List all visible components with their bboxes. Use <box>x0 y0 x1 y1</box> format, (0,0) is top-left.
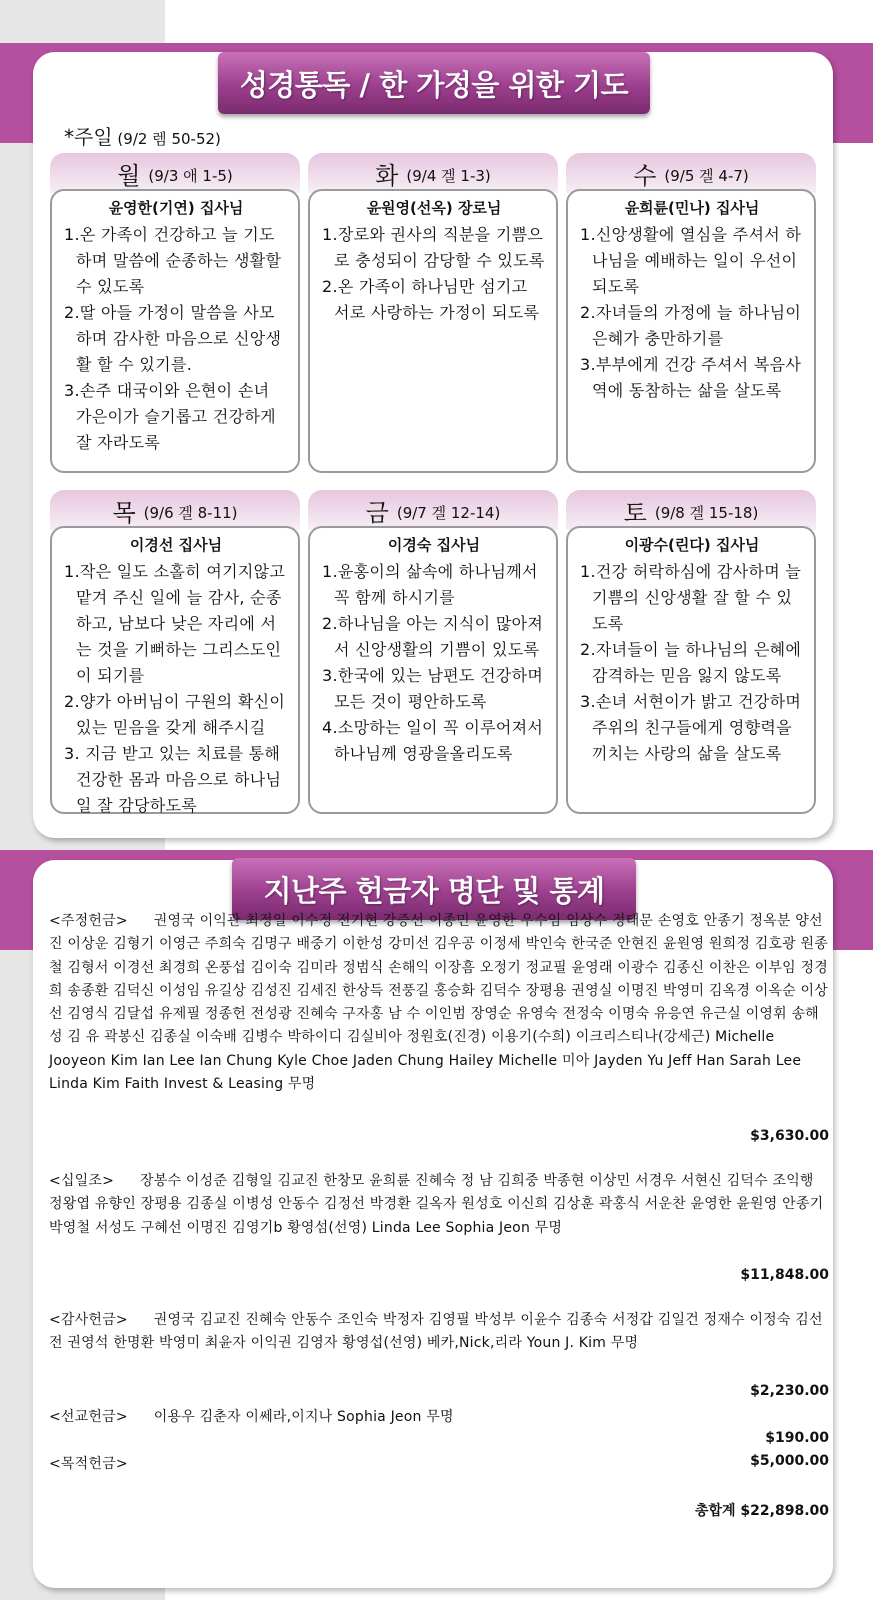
offering-group-purpose <box>49 1453 829 1476</box>
offering-names: 장봉수 이성준 김형일 김교진 한창모 윤희륜 진혜숙 정 남 김희중 박종현 이상민 서경우 서현신 김덕수 조익행 정왕엽 유향인 장평용 김종실 이병성 안동수 김정선 박경환 길옥자 원성호 이신희 김상훈 곽홍식 서운찬 윤영한 윤원영 안종기 박영철 서성도 구혜선 이명진 김영기b 황영섬(선영) Linda Lee Sophia Jeon 무명 <box>49 1173 824 1236</box>
prayer-item: 2.하나님을 아는 지식이 많아져서 신앙생활의 기쁨이 있도록 <box>322 614 544 659</box>
day-ref: (9/5 겔 4-7) <box>664 166 749 185</box>
day-tab <box>308 153 558 193</box>
offering-total <box>695 1500 829 1520</box>
offering-names: 권영국 이익관 최정일 이수정 전기현 강증선 이종민 윤영한 우수임 임상수 정태문 손영호 안종기 정옥분 양선진 이상운 김형기 이영근 주희숙 김명구 배중기 이한성 강미선 김우공 이정세 박인숙 한국준 안현진 윤원영 원희정 김호광 원종철 김형서 이경선 최경희 온풍섭 김이숙 김미라 정범식 손해익 이장흠 오정기 정교필 윤영래 이광수 김종신 이찬은 이부임 정경희 송종환 김덕신 이성임 유길상 김성진 김세진 한상득 전풍길 홍승화 김덕수 장평용 권영실 이명진 박영미 김옥경 이옥순 이상선 김영식 김달섭 유제필 정종헌 전성광 진혜숙 구자홍 남 수 이인범 장영순 유영숙 전정숙 이명숙 유응연 유근실 이영휘 송해성 김 유 곽봉신 김종실 이숙배 김병수 박하이디 김실비아 정원호(진경) 이용기(수희) 이크리스티나(강세근) Michelle Jooyeon Kim Ian Lee Ian Chung Kyle Choe Jaden Chung Hailey Michelle 미아 Jayden Yu Jeff Han Sarah Lee Linda Kim Faith Invest & Leasing 무명 <box>49 913 828 1093</box>
offering-amount: $11,848.00 <box>740 1267 829 1283</box>
prayer-item: 1.장로와 권사의 직분을 기쁨으로 충성되이 감당할 수 있도록 <box>322 225 545 270</box>
day-box <box>308 189 558 473</box>
prayer-item: 3.한국에 있는 남편도 건강하며 모든 것이 평안하도록 <box>322 666 544 711</box>
prayer-item: 1.신앙생활에 열심을 주셔서 하나님을 예배하는 일이 우선이 되도록 <box>580 225 802 296</box>
prayer-item: 2.양가 아버님이 구원의 확신이 있는 믿음을 갖게 해주시길 <box>64 692 286 737</box>
day-tab <box>566 153 816 193</box>
offering-group-mission <box>49 1406 829 1429</box>
prayer-item: 3.손주 대국이와 은현이 손녀 가은이가 슬기롭고 건강하게 잘 자라도록 <box>64 381 276 452</box>
day-name: 목 <box>112 498 136 527</box>
total-label: 총합계 <box>694 1503 736 1519</box>
total-amount: $22,898.00 <box>740 1503 829 1519</box>
sunday-label: *주일 <box>64 125 113 149</box>
offering-amount: $190.00 <box>765 1430 829 1446</box>
day-panel-wednesday <box>566 153 816 400</box>
offering-group-weekly <box>49 910 829 1096</box>
prayer-item: 1.윤홍이의 삶속에 하나님께서 꼭 함께 하시기를 <box>322 562 538 607</box>
offering-category: <십일조> <box>49 1173 115 1189</box>
day-box <box>566 189 816 473</box>
day-person: 이광수(린다) 집사님 <box>624 536 760 554</box>
day-person: 윤희륜(민나) 집사님 <box>624 199 760 217</box>
day-panel-monday <box>50 153 300 452</box>
day-name: 금 <box>365 498 389 527</box>
prayer-section-title: 성경통독 / 한 가정을 위한 기도 <box>218 52 650 114</box>
offering-category: <목적헌금> <box>49 1456 128 1472</box>
day-panel-friday <box>308 490 558 763</box>
offering-category: <주정헌금> <box>49 913 128 929</box>
day-panel-tuesday <box>308 153 558 322</box>
day-box <box>566 526 816 814</box>
day-tab <box>50 490 300 530</box>
day-ref: (9/3 애 1-5) <box>148 166 233 185</box>
day-person: 이경숙 집사님 <box>387 536 481 554</box>
offering-names: 이용우 김춘자 이쎄라,이지나 Sophia Jeon 무명 <box>153 1409 454 1425</box>
prayer-item: 3. 지금 받고 있는 치료를 통해 건강한 몸과 마음으로 하나님 일 잘 감당하도록 <box>64 744 282 815</box>
prayer-item: 2.딸 아들 가정이 말씀을 사모하며 감사한 마음으로 신앙생활 할 수 있기를. <box>64 303 282 374</box>
prayer-item: 1.온 가족이 건강하고 늘 기도하며 말씀에 순종하는 생활할수 있도록 <box>64 225 282 296</box>
offering-amount: $5,000.00 <box>750 1453 829 1469</box>
offering-group-tithe <box>49 1170 829 1240</box>
prayer-item: 3.손녀 서현이가 밝고 건강하며 주위의 친구들에게 영향력을 끼치는 사랑의 삶을 살도록 <box>580 692 802 763</box>
day-ref: (9/7 겔 12-14) <box>396 503 501 522</box>
offering-amount: $3,630.00 <box>750 1128 829 1144</box>
day-ref: (9/4 겔 1-3) <box>406 166 491 185</box>
day-panel-saturday <box>566 490 816 763</box>
day-panel-thursday <box>50 490 300 815</box>
day-person: 이경선 집사님 <box>129 536 223 554</box>
offering-category: <선교헌금> <box>49 1409 128 1425</box>
prayer-item: 2.자녀들이 늘 하나님의 은혜에 감격하는 믿음 잃지 않도록 <box>580 640 802 685</box>
day-tab <box>50 153 300 193</box>
day-ref: (9/6 겔 8-11) <box>143 503 238 522</box>
day-name: 화 <box>375 161 399 190</box>
offering-group-thanks <box>49 1309 829 1356</box>
day-box <box>50 189 300 473</box>
day-box <box>50 526 300 814</box>
prayer-item: 1.건강 허락하심에 감사하며 늘 기쁨의 신앙생활 잘 할 수 있도록 <box>580 562 802 633</box>
prayer-item: 4.소망하는 일이 꼭 이루어져서 하나님께 영광을올리도록 <box>322 718 544 763</box>
sunday-reading <box>64 121 221 150</box>
prayer-item: 2.온 가족이 하나님만 섬기고 서로 사랑하는 가정이 되도록 <box>322 277 540 322</box>
day-person: 윤원영(선옥) 장로님 <box>366 199 502 217</box>
offering-amount: $2,230.00 <box>750 1383 829 1399</box>
day-person: 윤영한(기연) 집사님 <box>108 199 244 217</box>
offerings-section-title: 지난주 헌금자 명단 및 통계 <box>232 858 636 920</box>
day-ref: (9/8 겔 15-18) <box>654 503 759 522</box>
offering-category: <감사헌금> <box>49 1312 128 1328</box>
day-box <box>308 526 558 814</box>
sunday-ref: (9/2 렘 50-52) <box>117 130 221 148</box>
day-tab <box>308 490 558 530</box>
day-name: 수 <box>633 161 657 190</box>
prayer-item: 2.자녀들의 가정에 늘 하나님이 은혜가 충만하기를 <box>580 303 802 348</box>
prayer-item: 1.작은 일도 소홀히 여기지않고 맡겨 주신 일에 늘 감사, 순종하고, 남보다 낮은 자리에 서는 것을 기뻐하는 그리스도인이 되기를 <box>64 562 286 685</box>
offering-names: 권영국 김교진 진혜숙 안동수 조인숙 박정자 김영필 박성부 이윤수 김종숙 서정갑 김일건 정재수 이정숙 김선전 권영석 한명환 박영미 최윤자 이익권 김영자 황영섭(선영) 베카,Nick,리라 Youn J. Kim 무명 <box>49 1312 823 1352</box>
day-name: 월 <box>117 161 141 190</box>
prayer-item: 3.부부에게 건강 주셔서 복음사역에 동참하는 삶을 살도록 <box>580 355 802 400</box>
day-name: 토 <box>623 498 647 527</box>
day-tab <box>566 490 816 530</box>
